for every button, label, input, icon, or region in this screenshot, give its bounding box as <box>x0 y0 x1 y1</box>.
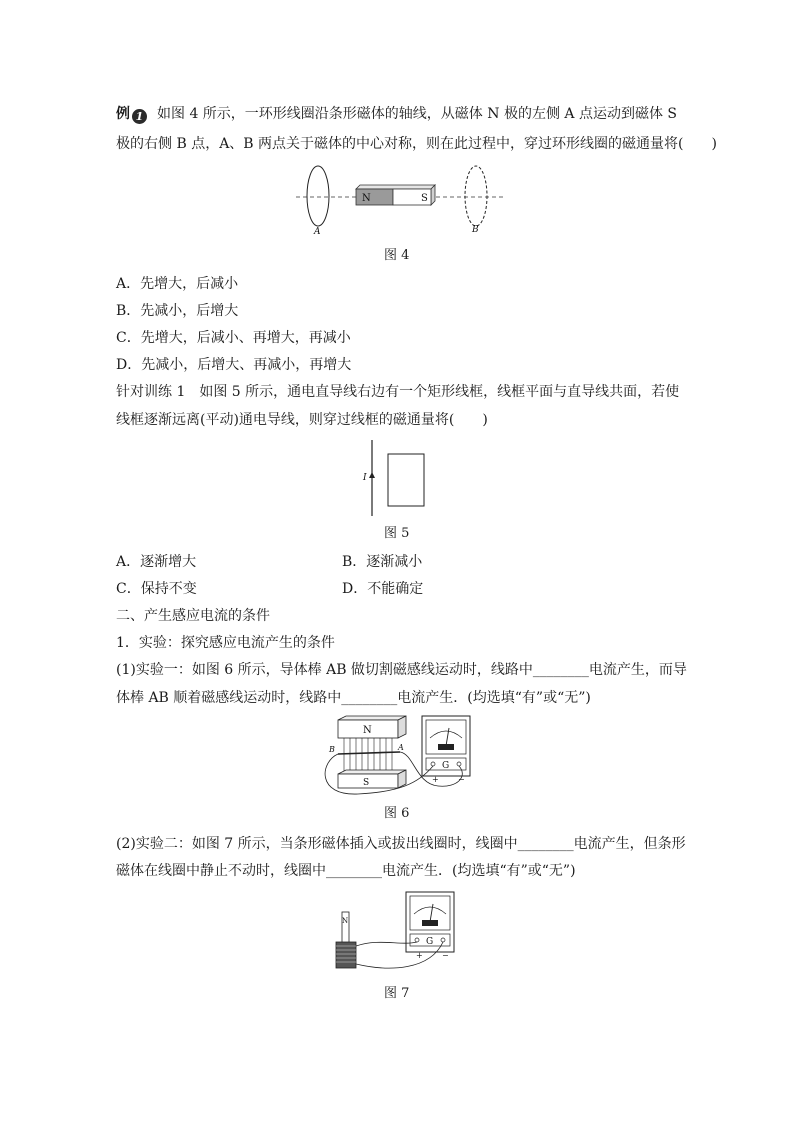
meter-plus-label: + <box>432 775 439 784</box>
current-label: I <box>363 473 367 483</box>
option-1-a: A．先增大，后减小 <box>116 276 239 292</box>
figure-5 <box>360 438 440 518</box>
example-1-text-1: 如图 4 所示，一环形线圈沿条形磁体的轴线，从磁体 N 极的左侧 A 点运动到磁体 S <box>157 106 678 122</box>
option-2-d: D．不能确定 <box>342 581 424 597</box>
experiment-2-line-1: (2)实验二：如图 7 所示，当条形磁体插入或拔出线圈时，线圈中________电流产生，但条形 <box>116 836 686 852</box>
figure-6-caption: 图 6 <box>384 806 410 821</box>
training-1-line-2: 线框逐渐远离(平动)通电导线，则穿过线框的磁通量将( ) <box>116 412 488 428</box>
ring-coil-a <box>307 166 329 226</box>
example-tag: 例 <box>116 106 130 122</box>
magnet-n-label: N <box>363 725 372 736</box>
experiment-2-line-2: 磁体在线圈中静止不动时，线圈中________电流产生．(均选填“有”或“无”) <box>116 863 576 879</box>
option-1-b: B．先减小，后增大 <box>116 303 239 319</box>
field-lines <box>344 738 392 774</box>
example-number-badge: 1 <box>132 109 147 124</box>
rectangular-frame <box>388 454 424 506</box>
figure-4-caption: 图 4 <box>384 248 410 263</box>
magnet-top-block <box>338 716 406 720</box>
meter-minus-label: − <box>458 775 465 784</box>
current-arrow <box>369 472 375 478</box>
example-1-line-1 <box>116 104 677 124</box>
magnet-s-label: S <box>421 193 428 204</box>
example-1-line-2: 极的右侧 B 点，A、B 两点关于磁体的中心对称，则在此过程中，穿过环形线圈的磁通量将( ) <box>116 136 717 152</box>
meter-minus-label: − <box>442 951 449 960</box>
experiment-1-line-1: (1)实验一：如图 6 所示，导体棒 AB 做切割磁感线运动时，线路中________电流产生，而导 <box>116 662 687 678</box>
figure-5-caption: 图 5 <box>384 526 410 541</box>
option-2-b: B．逐渐减小 <box>342 554 423 570</box>
magnet-s-label: S <box>363 778 370 788</box>
magnet-top-face <box>356 185 435 189</box>
point-b-label: B <box>472 225 479 235</box>
magnet-bottom-top <box>338 770 406 774</box>
option-2-c: C．保持不变 <box>116 581 197 597</box>
option-1-d: D．先减小，后增大、再减小，再增大 <box>116 357 352 373</box>
galvanometer-base <box>438 744 454 750</box>
experiment-1-line-2: 体棒 AB 顺着磁感线运动时，线路中________电流产生．(均选填“有”或“无”) <box>116 690 591 706</box>
training-1-line-1: 针对训练 1 如图 5 所示，通电直导线右边有一个矩形线框，线框平面与直导线共面，若使 <box>116 384 680 400</box>
section-2-heading: 二、产生感应电流的条件 <box>116 608 270 624</box>
conductor-rod-ab <box>338 752 400 754</box>
magnet-top-side <box>398 716 406 738</box>
rod-label-b: B <box>329 745 335 754</box>
meter-g-label: G <box>442 761 450 771</box>
point-a-label: A <box>314 227 321 237</box>
galvanometer-base <box>422 920 438 926</box>
rod-label-a: A <box>398 743 404 752</box>
option-2-a: A．逐渐增大 <box>116 554 197 570</box>
meter-plus-label: + <box>416 951 423 960</box>
ring-coil-b <box>465 166 487 226</box>
figure-7 <box>330 890 460 976</box>
figure-6 <box>318 714 478 798</box>
option-1-c: C．先增大，后减小、再增大，再减小 <box>116 330 351 346</box>
magnet-n-label: N <box>362 193 371 204</box>
meter-g-label: G <box>426 937 434 947</box>
magnet-side-face <box>431 185 435 205</box>
section-2-item-1: 1．实验：探究感应电流产生的条件 <box>116 635 335 651</box>
figure-7-caption: 图 7 <box>384 986 410 1001</box>
bar-magnet-n-label: N <box>342 917 349 925</box>
figure-4 <box>296 160 506 240</box>
